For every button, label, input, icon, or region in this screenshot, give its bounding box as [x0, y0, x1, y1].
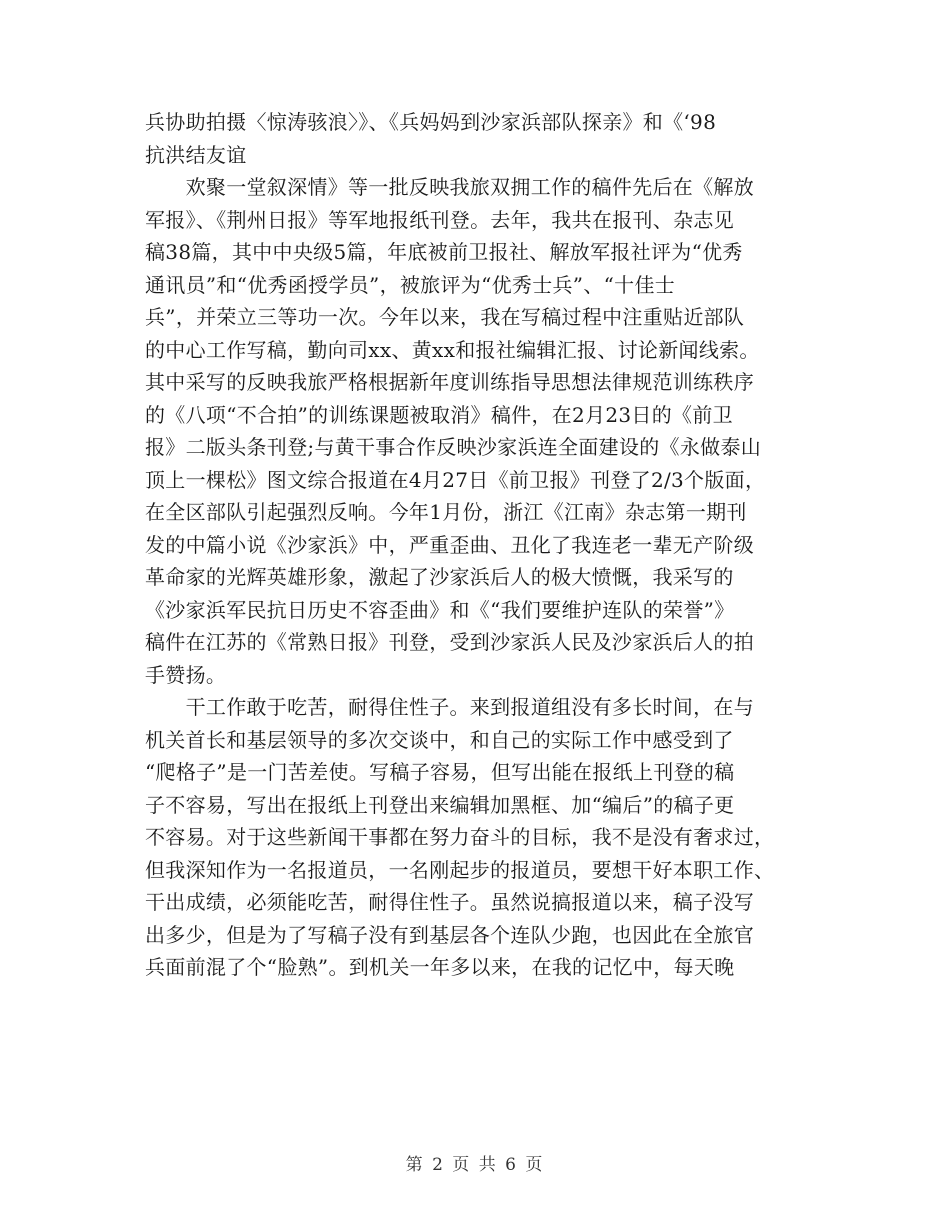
page-number-footer: 第 2 页 共 6 页 [405, 1155, 545, 1175]
body-text [145, 106, 805, 984]
text-line: 出多少，但是为了写稿子没有到基层各个连队少跑，也因此在全旅官 [145, 922, 754, 947]
text-line: 抗洪结友谊 [145, 142, 247, 167]
text-line: 子不容易，写出在报纸上刊登出来编辑加黑框、加“编后”的稿子更 [145, 792, 735, 817]
text-line: 报》二版头条刊登;与黄干事合作反映沙家浜连全面建设的《永做泰山 [145, 435, 762, 459]
text-line: 欢聚一堂叙深情》等一批反映我旅双拥工作的稿件先后在《解放 [145, 175, 754, 199]
text-line: 手赞扬。 [145, 662, 227, 687]
text-line: 兵面前混了个“脸熟”。到机关一年多以来，在我的记忆中，每天晚 [145, 955, 735, 979]
text-line: 稿38篇，其中中央级5篇，年底被前卫报社、解放军报社评为“优秀 [145, 240, 743, 264]
text-line: 革命家的光辉英雄形象，激起了沙家浜后人的极大愤慨，我采写的 [145, 565, 734, 589]
text-line: “爬格子”是一门苦差使。写稿子容易，但写出能在报纸上刊登的稿 [145, 760, 735, 784]
text-line: 发的中篇小说《沙家浜》中，严重歪曲、丑化了我连老一辈无产阶级 [145, 532, 754, 557]
text-line: 其中采写的反映我旅严格根据新年度训练指导思想法律规范训练秩序 [145, 370, 754, 394]
text-line: 在全区部队引起强烈反响。今年1月份，浙江《江南》杂志第一期刊 [145, 500, 747, 524]
text-line: 通讯员”和“优秀函授学员”，被旅评为“优秀士兵”、“十佳士 [145, 272, 676, 297]
text-line: 干工作敢于吃苦，耐得住性子。来到报道组没有多长时间，在与 [145, 695, 754, 719]
text-line: 《沙家浜军民抗日历史不容歪曲》和《“我们要维护连队的荣誉”》 [145, 597, 735, 622]
text-line: 兵”，并荣立三等功一次。今年以来，我在写稿过程中注重贴近部队 [145, 305, 745, 329]
text-line: 但我深知作为一名报道员，一名刚起步的报道员，要想干好本职工作、 [145, 857, 775, 882]
text-line: 机关首长和基层领导的多次交谈中，和自己的实际工作中感受到了 [145, 727, 734, 752]
text-line: 军报》、《荆州日报》等军地报纸刊登。去年，我共在报刊、杂志见 [145, 207, 734, 232]
text-line: 的《八项“不合拍”的训练课题被取消》稿件，在2月23日的《前卫 [145, 402, 733, 427]
text-line: 干出成绩，必须能吃苦，耐得住性子。虽然说搞报道以来，稿子没写 [145, 890, 754, 914]
text-line: 顶上一棵松》图文综合报道在4月27日《前卫报》刊登了2/3个版面， [145, 467, 766, 492]
text-line: 兵协助拍摄〈惊涛骇浪〉》、《兵妈妈到沙家浜部队探亲》和《‘98 [145, 110, 717, 134]
text-line: 稿件在江苏的《常熟日报》刊登，受到沙家浜人民及沙家浜后人的拍 [145, 630, 754, 654]
text-line: 的中心工作写稿，勤向司xx、黄xx和报社编辑汇报、讨论新闻线索。 [145, 337, 760, 362]
text-line: 不容易。对于这些新闻干事都在努力奋斗的目标，我不是没有奢求过， [145, 825, 775, 849]
